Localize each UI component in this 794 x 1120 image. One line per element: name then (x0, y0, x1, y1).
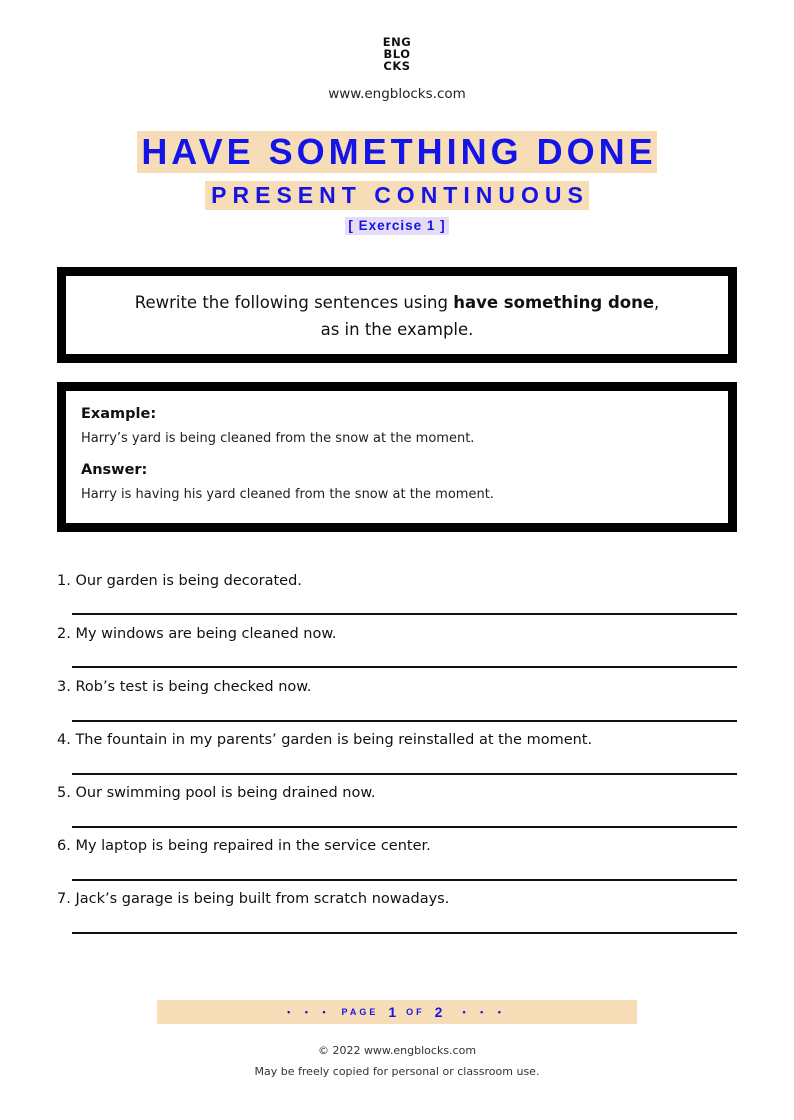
answer-line[interactable] (72, 826, 737, 828)
page-indicator (157, 1000, 637, 1024)
answer-line[interactable] (72, 879, 737, 881)
question: 4. The fountain in my parents’ garden is being reinstalled at the moment. (57, 732, 593, 748)
answer-line[interactable] (72, 613, 737, 615)
site-url: www.engblocks.com (328, 86, 466, 102)
question: 7. Jack’s garage is being built from scratch nowadays. (57, 891, 450, 907)
answer-text: Harry is having his yard cleaned from the snow at the moment. (81, 487, 494, 502)
logo-line: CKS (383, 59, 411, 73)
exercise-label: [ Exercise 1 ] (345, 217, 448, 235)
question: 2. My windows are being cleaned now. (57, 626, 337, 642)
subtitle-wrap (0, 181, 794, 210)
question: 6. My laptop is being repaired in the service center. (57, 838, 431, 854)
page-word: PAGE (341, 1007, 379, 1017)
answer-line[interactable] (72, 773, 737, 775)
exercise-wrap (0, 215, 794, 235)
instruction-line-2: as in the example. (320, 320, 474, 339)
example-box (57, 382, 737, 532)
title-wrap (0, 131, 794, 173)
answer-line[interactable] (72, 720, 737, 722)
instruction-line-1 (66, 289, 728, 316)
example-text: Harry’s yard is being cleaned from the snow at the moment. (81, 431, 475, 446)
question: 3. Rob’s test is being checked now. (57, 679, 312, 695)
page-subtitle: PRESENT CONTINUOUS (205, 181, 589, 210)
question: 5. Our swimming pool is being drained now. (57, 785, 376, 801)
copyright: © 2022 www.engblocks.com (317, 1044, 477, 1057)
usage-note: May be freely copied for personal or classroom use. (254, 1065, 540, 1078)
answer-line[interactable] (72, 932, 737, 934)
answer-line[interactable] (72, 666, 737, 668)
page-title: HAVE SOMETHING DONE (137, 131, 656, 173)
instruction-bold: have something done (453, 293, 655, 312)
question: 1. Our garden is being decorated. (57, 573, 302, 589)
page-total: 2 (434, 1004, 443, 1020)
dots-right: • • • (462, 1007, 507, 1017)
instruction-text: Rewrite the following sentences using (134, 293, 454, 312)
page-number: 1 (388, 1004, 397, 1020)
answer-label: Answer: (81, 462, 148, 478)
instruction-box (57, 267, 737, 363)
logo-line: BLO (383, 47, 411, 61)
dots-left: • • • (287, 1007, 332, 1017)
instruction-comma: , (654, 293, 660, 312)
of-word: OF (406, 1007, 425, 1017)
logo-line: ENG (382, 35, 412, 49)
example-label: Example: (81, 406, 157, 422)
engblocks-logo (0, 36, 794, 72)
